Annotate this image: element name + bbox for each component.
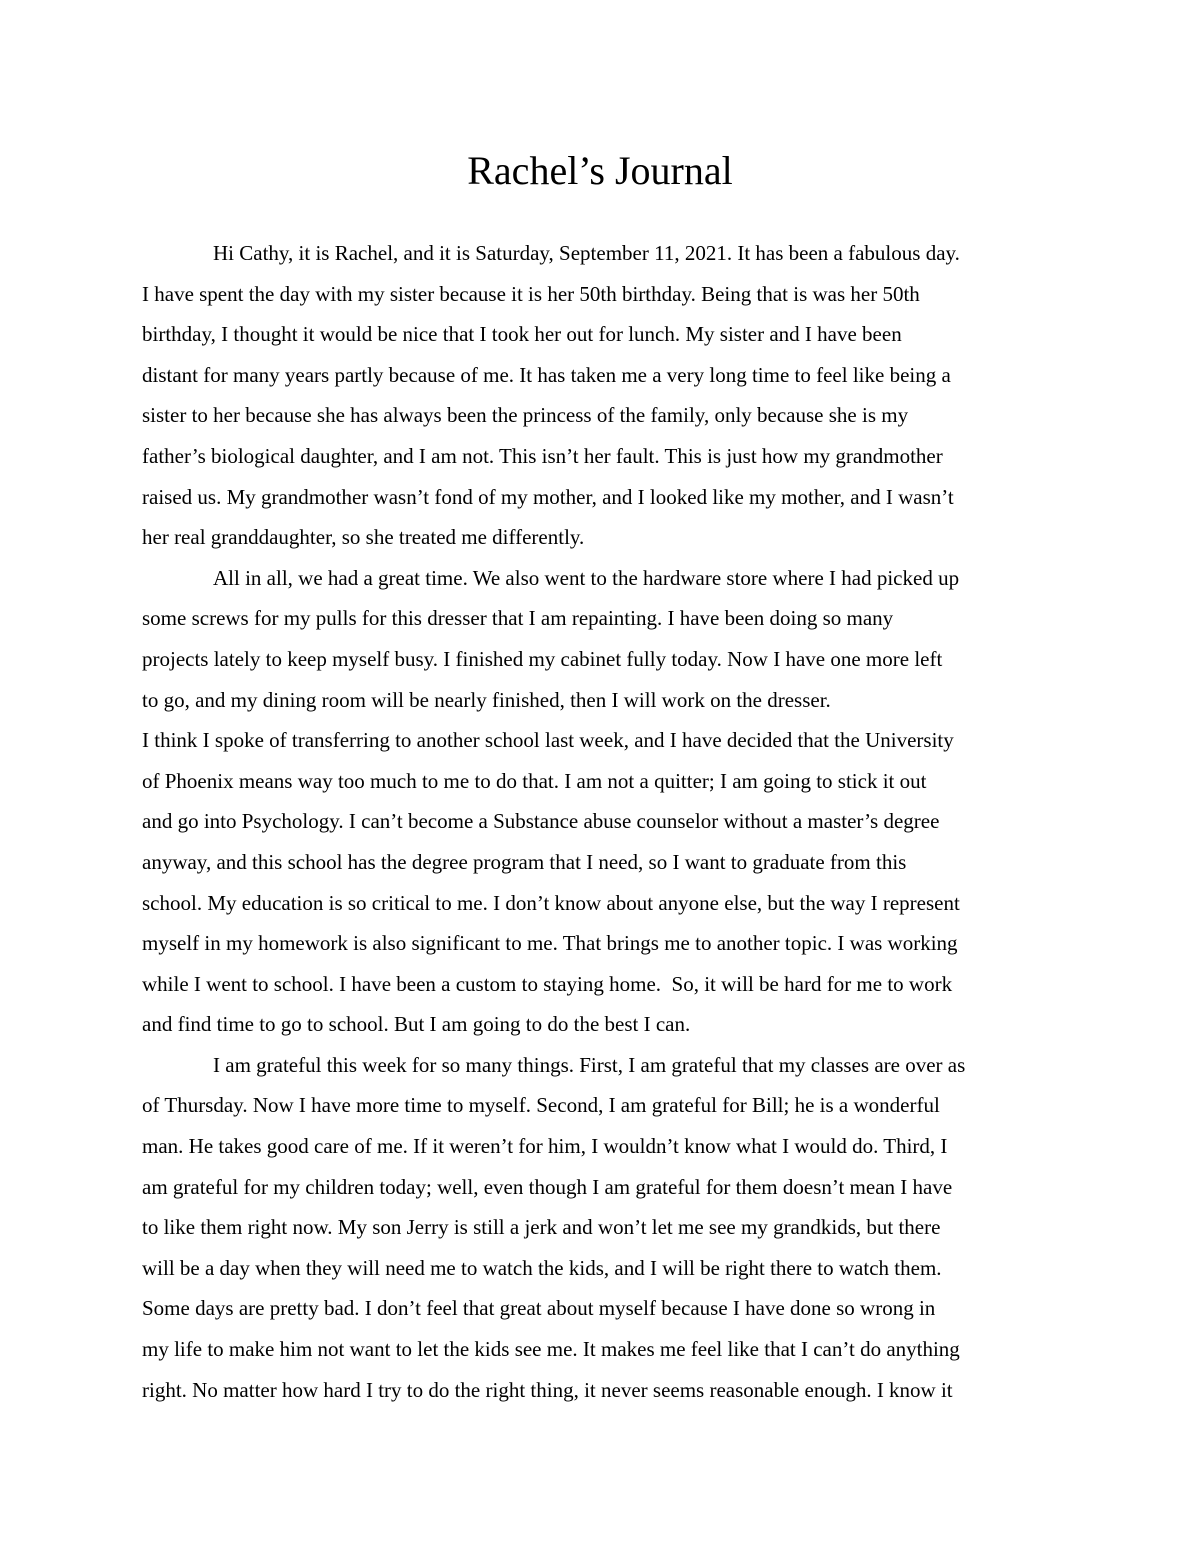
text-line: I am grateful this week for so many things. First, I am grateful that my classes are over as <box>213 1052 966 1077</box>
paragraph-2 <box>142 558 1058 720</box>
text-line: raised us. My grandmother wasn’t fond of my mother, and I looked like my mother, and I wasn’t <box>142 484 954 509</box>
text-line: to like them right now. My son Jerry is still a jerk and won’t let me see my grandkids, but there <box>142 1215 941 1240</box>
text-line: school. My education is so critical to me. I don’t know about anyone else, but the way I represent <box>142 890 960 915</box>
text-line: man. He takes good care of me. If it weren’t for him, I wouldn’t know what I would do. Third, I <box>142 1134 948 1159</box>
text-line: I have spent the day with my sister because it is her 50th birthday. Being that is was her 50th <box>142 281 920 306</box>
paragraph-3 <box>142 720 1058 1045</box>
text-line: to go, and my dining room will be nearly finished, then I will work on the dresser. <box>142 687 831 712</box>
text-line: projects lately to keep myself busy. I finished my cabinet fully today. Now I have one more left <box>142 646 943 671</box>
text-line: and find time to go to school. But I am going to do the best I can. <box>142 1012 691 1037</box>
text-line: anyway, and this school has the degree program that I need, so I want to graduate from this <box>142 849 907 874</box>
text-line: her real granddaughter, so she treated me differently. <box>142 525 585 550</box>
text-line: Some days are pretty bad. I don’t feel that great about myself because I have done so wrong in <box>142 1296 936 1321</box>
text-line: am grateful for my children today; well, even though I am grateful for them doesn’t mean I have <box>142 1174 953 1199</box>
text-line: of Thursday. Now I have more time to myself. Second, I am grateful for Bill; he is a wonderful <box>142 1093 940 1118</box>
text-line: some screws for my pulls for this dresser that I am repainting. I have been doing so many <box>142 606 894 631</box>
text-line: while I went to school. I have been a custom to staying home. So, it will be hard for me to work <box>142 971 953 996</box>
text-line: father’s biological daughter, and I am not. This isn’t her fault. This is just how my grandmother <box>142 443 943 468</box>
text-line: right. No matter how hard I try to do the right thing, it never seems reasonable enough. I know it <box>142 1377 953 1402</box>
text-line: Hi Cathy, it is Rachel, and it is Saturday, September 11, 2021. It has been a fabulous day. <box>213 241 960 265</box>
text-line: distant for many years partly because of me. It has taken me a very long time to feel like being a <box>142 362 951 387</box>
document-body <box>142 233 1058 1410</box>
document-title: Rachel’s Journal <box>467 148 733 193</box>
text-line: and go into Psychology. I can’t become a Substance abuse counselor without a master’s degree <box>142 809 940 834</box>
paragraph-1 <box>142 233 1058 558</box>
text-line: I think I spoke of transferring to another school last week, and I have decided that the University <box>142 728 954 753</box>
text-line: of Phoenix means way too much to me to do that. I am not a quitter; I am going to stick it out <box>142 768 927 793</box>
text-line: sister to her because she has always been the princess of the family, only because she is my <box>142 403 909 428</box>
text-line: birthday, I thought it would be nice that I took her out for lunch. My sister and I have been <box>142 322 902 347</box>
text-line: All in all, we had a great time. We also went to the hardware store where I had picked up <box>213 565 960 590</box>
text-line: my life to make him not want to let the kids see me. It makes me feel like that I can’t do anything <box>142 1337 960 1362</box>
text-line: myself in my homework is also significant to me. That brings me to another topic. I was working <box>142 931 958 956</box>
text-line: will be a day when they will need me to watch the kids, and I will be right there to watch them. <box>142 1255 942 1280</box>
paragraph-4 <box>142 1045 1058 1410</box>
